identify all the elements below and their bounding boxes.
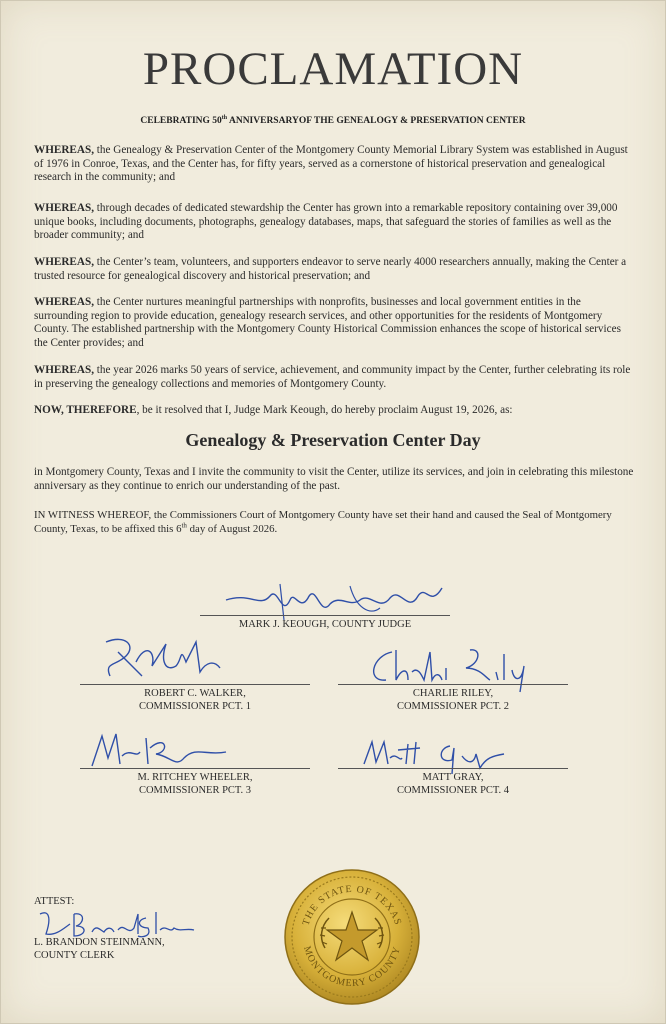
whereas-paragraph-4 bbox=[34, 296, 634, 350]
clerk-name-line: L. BRANDON STEINMANN, bbox=[34, 937, 165, 948]
judge-name: MARK J. KEOUGH, COUNTY JUDGE bbox=[238, 619, 412, 630]
pct3-title-line: COMMISSIONER PCT. 3 bbox=[138, 785, 252, 796]
subtitle-part: CELEBRATING 50 bbox=[140, 116, 222, 127]
seal-top-text: THE STATE OF TEXAS bbox=[300, 883, 404, 927]
whereas-paragraph-2 bbox=[34, 202, 634, 243]
clerk-title-line: COUNTY CLERK bbox=[34, 950, 115, 961]
pct4-signature-line bbox=[338, 768, 568, 769]
pct3-signature bbox=[86, 728, 236, 773]
pct4-name bbox=[338, 771, 568, 797]
pct2-name-line: CHARLIE RILEY, bbox=[412, 688, 494, 699]
pct2-title-line: COMMISSIONER PCT. 2 bbox=[396, 701, 510, 712]
whereas-paragraph-5 bbox=[34, 364, 634, 391]
pct1-name-line: ROBERT C. WALKER, bbox=[144, 688, 246, 699]
whereas-text: the Genealogy & Preservation Center of the Montgomery County Memorial Library System was established in August of 1976 in Conroe, Texas, and the Center has, for fifty years, served as a cornerstone of historical preservation and genealogical research in the community; and bbox=[34, 144, 628, 183]
clerk-name bbox=[34, 936, 165, 962]
pct2-signature-line bbox=[338, 684, 568, 685]
pct2-name bbox=[338, 687, 568, 713]
whereas-lead: WHEREAS, bbox=[34, 144, 94, 156]
pct3-name-line: M. RITCHEY WHEELER, bbox=[137, 772, 253, 783]
pct1-title-line: COMMISSIONER PCT. 1 bbox=[138, 701, 252, 712]
pct1-signature-line bbox=[80, 684, 310, 685]
whereas-paragraph-3 bbox=[34, 256, 634, 283]
document-title: PROCLAMATION bbox=[142, 43, 524, 95]
clerk-signature bbox=[34, 906, 204, 940]
whereas-lead: WHEREAS, bbox=[34, 364, 94, 376]
pct1-signature bbox=[96, 632, 246, 687]
seal-bottom-text: MONTGOMERY COUNTY bbox=[300, 944, 403, 990]
proclaimed-day-title: Genealogy & Preservation Center Day bbox=[185, 430, 481, 450]
whereas-text: the year 2026 marks 50 years of service, achievement, and community impact by the Center, further celebrating its role in preserving the genealogy collections and memories of Montgomery County. bbox=[34, 364, 631, 390]
subtitle-sup: th bbox=[221, 115, 228, 121]
pct3-name bbox=[80, 771, 310, 797]
county-seal bbox=[283, 868, 421, 1006]
now-therefore-lead: NOW, THEREFORE bbox=[34, 404, 137, 416]
whereas-lead: WHEREAS, bbox=[34, 296, 94, 308]
pct3-signature-line bbox=[80, 768, 310, 769]
witness-text: day of August 2026. bbox=[186, 522, 278, 535]
pct1-name bbox=[80, 687, 310, 713]
whereas-text: through decades of dedicated stewardship the Center has grown into a remarkable repository containing over 39,000 unique books, including documents, photographs, genealogy databases, maps, that safeguard the stories of families as well as the broader community; and bbox=[34, 202, 618, 241]
whereas-paragraph-1 bbox=[34, 144, 634, 185]
attest-label: ATTEST: bbox=[34, 896, 75, 907]
now-therefore-text: , be it resolved that I, Judge Mark Keough, do hereby proclaim August 19, 2026, as: bbox=[136, 404, 513, 416]
judge-signature-line bbox=[200, 615, 450, 616]
pct4-title-line: COMMISSIONER PCT. 4 bbox=[396, 785, 510, 796]
witness-text: IN WITNESS WHEREOF, the Commissioners Court of Montgomery County have set their hand and caused the Seal of Montgomery County, Texas, to be affixed this 6 bbox=[34, 509, 612, 535]
invite-paragraph: in Montgomery County, Texas and I invite the community to visit the Center, utilize its services, and join in celebrating this milestone anniversary as they continue to enrich our understanding of the past. bbox=[34, 466, 634, 492]
now-therefore-paragraph bbox=[34, 404, 634, 418]
whereas-text: the Center’s team, volunteers, and supporters endeavor to serve nearly 4000 researchers annually, making the Center a trusted resource for genealogical discovery and historical preservation; and bbox=[34, 256, 627, 282]
document-subtitle bbox=[0, 115, 666, 126]
subtitle-part: ANNIVERSARYOF THE GENEALOGY & PRESERVATION CENTER bbox=[227, 116, 526, 127]
whereas-text: the Center nurtures meaningful partnerships with nonprofits, businesses and local government entities in the surrounding region to provide education, genealogy research services, and other opportunities for the residents of Montgomery County. The established partnership with the Montgomery County Historical Commission enhances the scope of historical services the Center provides; and bbox=[34, 296, 621, 349]
pct4-name-line: MATT GRAY, bbox=[422, 772, 484, 783]
whereas-lead: WHEREAS, bbox=[34, 202, 94, 214]
whereas-lead: WHEREAS, bbox=[34, 256, 94, 268]
witness-paragraph bbox=[34, 509, 634, 536]
witness-sup: th bbox=[181, 520, 187, 529]
